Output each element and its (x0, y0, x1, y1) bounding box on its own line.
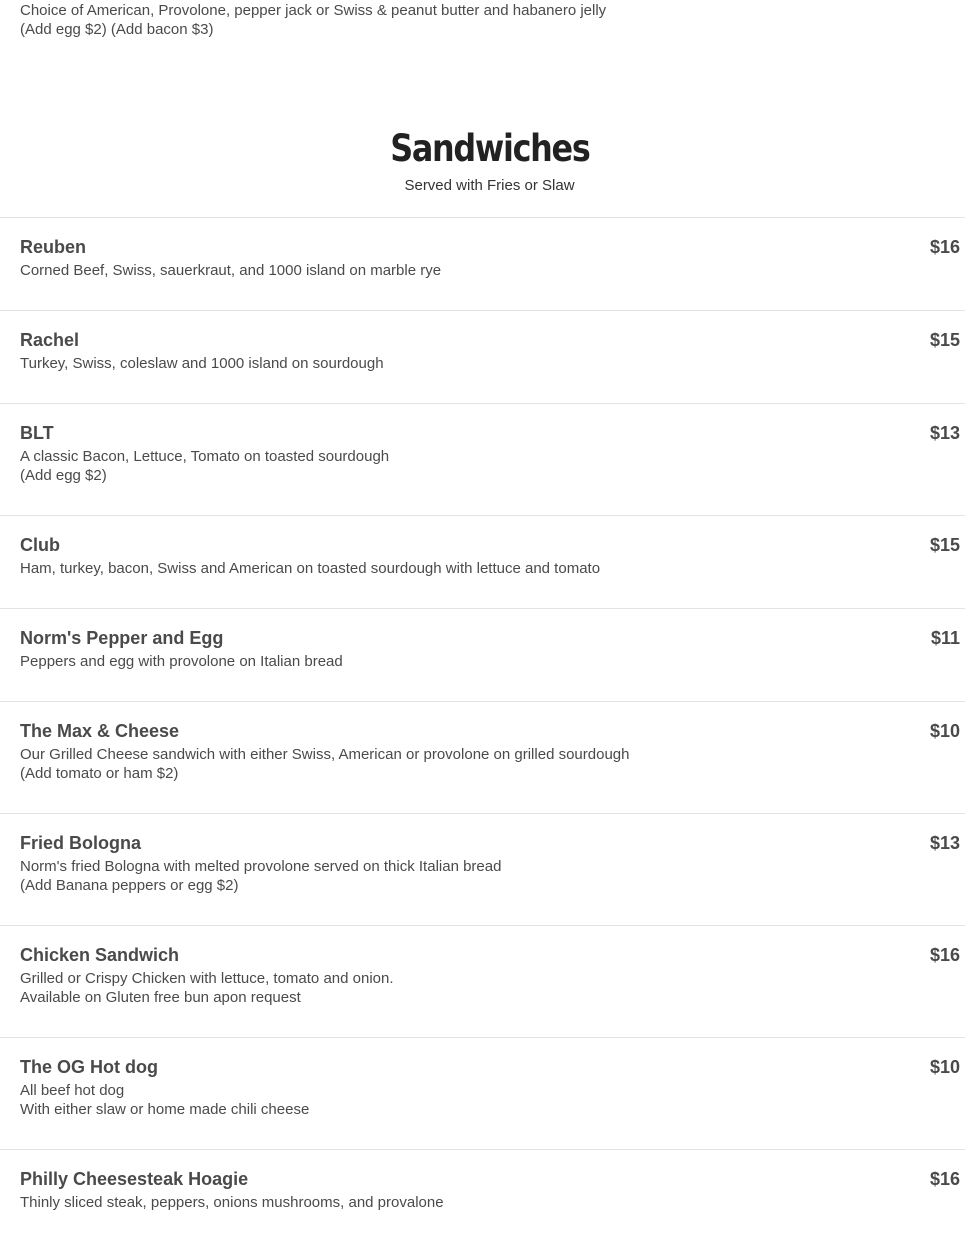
menu-item-price: $16 (929, 237, 960, 257)
section-title: Sandwiches (389, 127, 590, 170)
section-subtitle: Served with Fries or Slaw (404, 177, 575, 194)
menu-item (0, 925, 965, 1037)
menu-item-desc-line: Norm's fried Bologna with melted provolone served on thick Italian bread (20, 858, 502, 875)
menu-item-list (0, 217, 965, 1242)
menu-item-desc-line: (Add egg $2) (20, 467, 107, 484)
menu-item-description (20, 652, 965, 671)
menu-item (0, 1037, 965, 1149)
previous-item-desc-line: (Add egg $2) (Add bacon $3) (20, 21, 214, 38)
previous-item-desc-line: Choice of American, Provolone, pepper jack or Swiss & peanut butter and habanero jelly (20, 2, 607, 19)
menu-item-desc-line: All beef hot dog (20, 1082, 125, 1099)
menu-item (0, 1149, 965, 1242)
menu-item-name: Rachel (20, 330, 80, 350)
menu-item-desc-line: Thinly sliced steak, peppers, onions mushrooms, and provalone (20, 1194, 444, 1211)
menu-item (0, 403, 965, 515)
menu-item-name: Norm's Pepper and Egg (20, 628, 224, 648)
menu-item-desc-line: Turkey, Swiss, coleslaw and 1000 island on sourdough (20, 355, 384, 372)
menu-item-name: Reuben (20, 237, 87, 257)
menu-item-description (20, 354, 965, 373)
menu-item-price: $13 (929, 833, 960, 853)
menu-item-desc-line: (Add Banana peppers or egg $2) (20, 877, 239, 894)
menu-item-price: $16 (929, 945, 960, 965)
menu-item-description (20, 447, 965, 485)
menu-item-description (20, 1081, 965, 1119)
menu-item-price: $15 (929, 535, 960, 555)
menu-item-desc-line: Our Grilled Cheese sandwich with either Swiss, American or provolone on grilled sourdough (20, 746, 630, 763)
menu-item (0, 701, 965, 813)
menu-item-desc-line: A classic Bacon, Lettuce, Tomato on toasted sourdough (20, 448, 390, 465)
menu-item (0, 310, 965, 403)
menu-item-desc-line: With either slaw or home made chili cheese (20, 1101, 310, 1118)
menu-item-price: $10 (929, 721, 960, 741)
menu-item (0, 813, 965, 925)
menu-item (0, 608, 965, 701)
menu-item-name: Philly Cheesesteak Hoagie (20, 1169, 249, 1189)
menu-item-price: $15 (929, 330, 960, 350)
menu-item-name: The Max & Cheese (20, 721, 180, 741)
menu-item-description (20, 969, 965, 1007)
menu-item-price: $10 (929, 1057, 960, 1077)
menu-item-price: $16 (929, 1169, 960, 1189)
menu-item-name: The OG Hot dog (20, 1057, 158, 1077)
previous-item-description (20, 1, 920, 39)
menu-item-desc-line: Peppers and egg with provolone on Italian bread (20, 653, 343, 670)
menu-item-desc-line: Corned Beef, Swiss, sauerkraut, and 1000 island on marble rye (20, 262, 442, 279)
menu-item-price: $13 (929, 423, 960, 443)
menu-item-description (20, 261, 965, 280)
menu-item-name: Fried Bologna (20, 833, 141, 853)
menu-item-name: Club (20, 535, 60, 555)
menu-item-desc-line: Grilled or Crispy Chicken with lettuce, tomato and onion. (20, 970, 394, 987)
menu-item-desc-line: Available on Gluten free bun apon request (20, 989, 301, 1006)
menu-item-name: BLT (20, 423, 54, 443)
menu-item-description (20, 745, 965, 783)
menu-item-desc-line: (Add tomato or ham $2) (20, 765, 179, 782)
menu-item (0, 515, 965, 608)
menu-item (0, 217, 965, 310)
menu-item-description (20, 559, 965, 578)
section-header (0, 126, 965, 195)
menu-item-price: $11 (930, 628, 960, 648)
menu-item-name: Chicken Sandwich (20, 945, 180, 965)
menu-item-description (20, 857, 965, 895)
menu-item-desc-line: Ham, turkey, bacon, Swiss and American on toasted sourdough with lettuce and tomato (20, 560, 601, 577)
